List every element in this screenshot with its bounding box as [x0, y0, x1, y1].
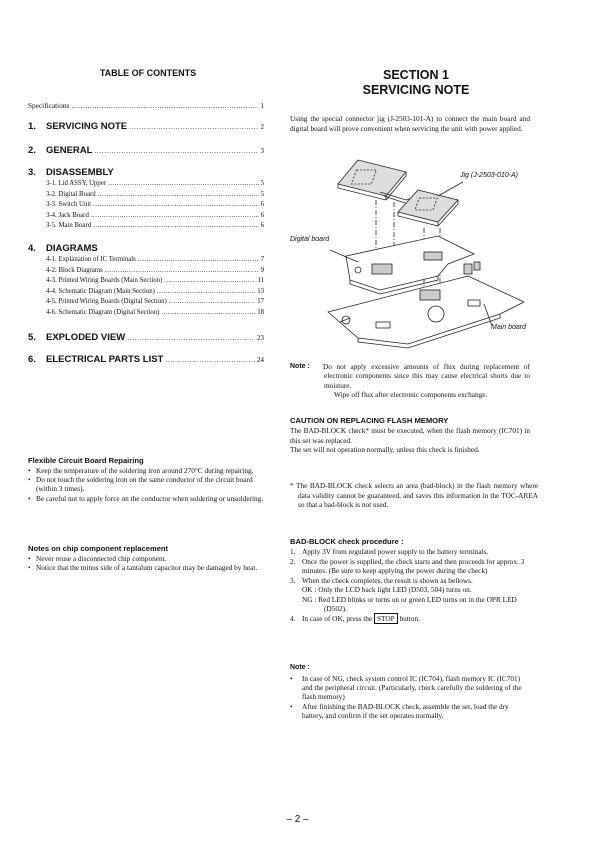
section-title: SERVICING NOTE [362, 83, 470, 97]
list-item: • Be careful not to apply force on the conductor when soldering or unsoldering. [28, 494, 268, 503]
procedure-steps [290, 547, 526, 623]
toc-section-5: 5. EXPLODED VIEW ..... 23 [28, 332, 264, 343]
note-label: Note : [290, 363, 310, 370]
note2-label: Note : [290, 664, 310, 671]
list-item: 1. Apply 3V from regulated power supply to the battery terminals. [290, 547, 489, 556]
note2-list [290, 674, 528, 720]
digital-board-label: Digital board [290, 236, 330, 243]
caution-text: The BAD-BLOCK check* must be executed, when the flash memory (IC701) in this set was replaced. The set will not operation normally, unless this check is finished. [290, 426, 530, 454]
toc-subitem: 4-4. Schematic Diagram (Main Section) ..... 13 [46, 288, 264, 295]
toc-subitem: 4-1. Explanation of IC Terminals ..... 7 [46, 256, 264, 263]
procedure-title: BAD-BLOCK check procedure : [290, 537, 404, 546]
toc-subitem: 4-3. Printed Wiring Boards (Main Section) ..... 11 [46, 277, 264, 284]
caution-footnote: * The BAD-BLOCK check selects an area (bad-block) in the flash memory where data validity cannot be guaranteed, and saves this information in the TOC-AREA so that a bad-block is not used. [290, 481, 538, 509]
toc-title: TABLE OF CONTENTS [99, 68, 197, 78]
flex-repair-title: Flexible Circuit Board Repairing [28, 456, 144, 465]
list-item: • Notice that the minus side of a tantalum capacitor may be damaged by heat. [28, 563, 268, 572]
list-item: • Never reuse a disconnected chip component. [28, 554, 268, 563]
caution-title: CAUTION ON REPLACING FLASH MEMORY [290, 416, 449, 425]
list-item: • Keep the temperature of the soldering iron around 270°C during repairing. [28, 466, 268, 475]
toc-subitem: 4-2. Block Diagrams ..... 9 [46, 267, 264, 274]
intro-paragraph: Using the special connector jig (J-2503-101-A) to connect the main board and digital board will prove convenient when servicing the unit with power applied. [290, 114, 530, 133]
toc-specifications: Specifications ..... 1 [28, 101, 264, 110]
toc-section-3: 3. DISASSEMBLY [28, 167, 114, 178]
list-item: 3. When the check completes, the result is shown as bellows. OK : Only the LCD back light LED (D503, 504) turns on. NG : Red LED blinks or turns on or green LED turns on in the OPR LED (D502). [290, 576, 526, 614]
flux-note [290, 362, 530, 400]
ok-result: OK : Only the LCD back light LED (D503, 504) turns on. [302, 585, 472, 594]
toc-subitem: 4-6. Schematic Diagram (Digital Section) ..... 18 [46, 309, 264, 316]
stop-key: STOP [374, 613, 398, 624]
chip-notes-title: Notes on chip component replacement [28, 544, 169, 553]
toc-subitem: 4-5. Printed Wiring Boards (Digital Section) ..... 17 [46, 298, 264, 305]
toc-subitem: 3-1. Lid ASSY, Upper ..... 5 [46, 180, 264, 187]
toc-subitem: 3-5. Main Board ..... 6 [46, 222, 264, 229]
jig-label: Jig (J-2503-010-A) [460, 172, 518, 179]
list-item: • In case of NG, check system control IC (IC704), flash memory IC (IC701) and the peripheral circuit. (Particularly, check carefully the soldering of the flash memory) [290, 674, 528, 702]
list-item: • After finishing the BAD-BLOCK check, assemble the set, load the dry battery, and confirm if the set operates normally. [290, 702, 528, 720]
board-illustration [288, 152, 538, 352]
note-text: Wipe off flux after electronic components exchange. [334, 390, 488, 400]
toc-section-2: 2. GENERAL ..... 3 [28, 145, 264, 156]
flex-repair-list [28, 466, 268, 503]
connector-jig-diagram [288, 152, 538, 352]
ng-result: NG : Red LED blinks or turns on or green LED turns on in the OPR LED (D502). [302, 594, 517, 613]
toc-subitem: 3-2. Digital Board ..... 5 [46, 191, 264, 198]
list-item: 4. In case of OK, press the STOP button. [290, 613, 420, 623]
main-board-label: Main board [491, 324, 527, 331]
chip-notes-list [28, 554, 268, 572]
section-heading [300, 68, 532, 98]
toc-section-1: 1. SERVICING NOTE ..... 2 [28, 121, 264, 132]
section-number: SECTION 1 [383, 68, 449, 82]
toc-subitem: 3-3. Switch Unit ..... 6 [46, 201, 264, 208]
toc-subitem: 3-4. Jack Board ..... 6 [46, 212, 264, 219]
toc-section-6: 6. ELECTRICAL PARTS LIST ..... 24 [28, 354, 264, 365]
note-text: Do not apply excessive amounts of flux during replacement of electronic components since this may cause electrical shorts due to moisture. [323, 362, 530, 390]
list-item: • Do not touch the soldering iron on the same conductor of the circuit board (within 3 times). [28, 475, 268, 493]
toc-section-4: 4. DIAGRAMS [28, 243, 98, 254]
page-number: – 2 – [286, 814, 309, 825]
list-item: 2. Once the power is supplied, the check starts and then proceeds for approx. 3 minutes. (Be sure to keep applying the power during the check) [290, 556, 525, 575]
